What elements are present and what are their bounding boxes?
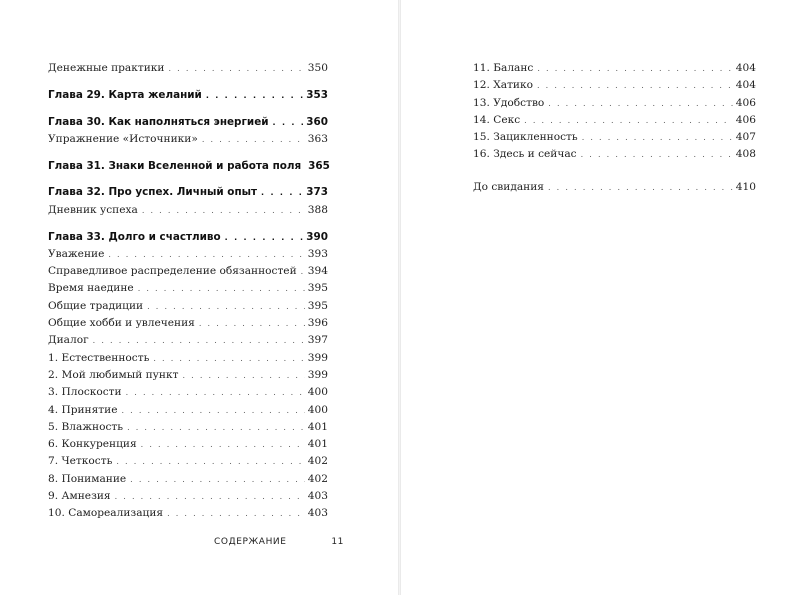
- table-of-contents-right: [473, 60, 756, 196]
- toc-entry-title: Общие традиции: [48, 299, 144, 312]
- toc-entry-page: 408: [735, 148, 756, 161]
- dot-leader: [168, 60, 304, 77]
- dot-leader: [122, 402, 305, 419]
- toc-entry-title: 14. Секс: [473, 113, 521, 126]
- toc-entry: [473, 77, 756, 94]
- toc-entry: [48, 332, 328, 349]
- dot-leader: [537, 77, 733, 94]
- toc-entry-page: 401: [307, 420, 328, 433]
- toc-entry-title: Уважение: [48, 247, 105, 260]
- dot-leader: [273, 114, 304, 131]
- dot-leader: [141, 436, 305, 453]
- toc-entry-title: 12. Хатико: [473, 79, 533, 92]
- toc-entry: [48, 488, 328, 505]
- toc-entry-title: Общие хобби и увлечения: [48, 317, 195, 330]
- toc-entry-title: Время наедине: [48, 282, 134, 295]
- toc-entry-page: 363: [307, 132, 328, 145]
- toc-entry: [48, 202, 328, 219]
- toc-entry-title: Глава 32. Про успех. Личный опыт: [48, 186, 258, 199]
- dot-leader: [261, 184, 303, 201]
- toc-entry-title: 2. Мой любимый пункт: [48, 368, 179, 381]
- toc-entry-title: Глава 30. Как наполняться энергией: [48, 115, 269, 128]
- toc-entry-page: 373: [306, 186, 328, 199]
- toc-entry-title: Упражнение «Источники»: [48, 132, 198, 145]
- toc-entry-page: 399: [307, 368, 328, 381]
- dot-leader: [202, 131, 305, 148]
- toc-entry-page: 401: [307, 438, 328, 451]
- toc-entry-page: 402: [307, 455, 328, 468]
- toc-entry-page: 395: [307, 282, 328, 295]
- toc-entry-page: 396: [307, 317, 328, 330]
- toc-entry-title: 10. Самореализация: [48, 507, 164, 520]
- dot-leader: [126, 384, 305, 401]
- toc-entry: [48, 131, 328, 148]
- toc-entry: [473, 60, 756, 77]
- dot-leader: [225, 229, 304, 246]
- toc-entry-title: 7. Четкость: [48, 455, 113, 468]
- toc-entry: [48, 505, 328, 522]
- toc-entry: [48, 453, 328, 470]
- toc-entry-title: 9. Амнезия: [48, 490, 111, 503]
- dot-leader: [130, 471, 305, 488]
- toc-entry: [48, 246, 328, 263]
- toc-entry-page: 397: [307, 334, 328, 347]
- toc-entry: [48, 350, 328, 367]
- toc-entry-title: 5. Влажность: [48, 420, 124, 433]
- toc-entry-title: 8. Понимание: [48, 472, 127, 485]
- toc-entry-page: 399: [307, 351, 328, 364]
- dot-leader: [142, 202, 305, 219]
- toc-entry-page: 402: [307, 472, 328, 485]
- dot-leader: [524, 112, 733, 129]
- toc-entry: [48, 298, 328, 315]
- toc-entry-page: 400: [307, 403, 328, 416]
- toc-entry-title: 15. Зацикленность: [473, 131, 578, 144]
- toc-entry-page: 394: [307, 265, 328, 278]
- dot-leader: [581, 146, 733, 163]
- left-page: [0, 0, 398, 595]
- page-footer: [214, 537, 344, 547]
- toc-entry-title: Глава 33. Долго и счастливо: [48, 230, 221, 243]
- toc-entry: [473, 112, 756, 129]
- toc-entry: [48, 384, 328, 401]
- toc-entry: [48, 471, 328, 488]
- toc-entry: [473, 129, 756, 146]
- dot-leader: [147, 298, 305, 315]
- toc-entry: [48, 315, 328, 332]
- dot-leader: [548, 179, 733, 196]
- toc-chapter-entry: [48, 184, 328, 201]
- toc-entry-title: 13. Удобство: [473, 96, 545, 109]
- right-page: [401, 0, 800, 595]
- toc-entry-title: 16. Здесь и сейчас: [473, 148, 577, 161]
- toc-entry-title: Диалог: [48, 334, 89, 347]
- toc-entry-page: 406: [735, 96, 756, 109]
- toc-chapter-entry: [48, 87, 328, 104]
- toc-entry: [48, 402, 328, 419]
- toc-entry: [48, 419, 328, 436]
- toc-entry-page: 400: [307, 386, 328, 399]
- toc-entry-title: Глава 29. Карта желаний: [48, 88, 202, 101]
- toc-entry-page: 360: [306, 115, 328, 128]
- dot-leader: [127, 419, 305, 436]
- toc-entry-page: 404: [735, 62, 756, 74]
- toc-entry: [48, 367, 328, 384]
- dot-leader: [116, 453, 304, 470]
- toc-chapter-entry: [48, 114, 328, 131]
- toc-entry: [48, 436, 328, 453]
- dot-leader: [138, 280, 305, 297]
- toc-entry: [48, 263, 328, 280]
- dot-leader: [182, 367, 304, 384]
- dot-leader: [115, 488, 305, 505]
- dot-leader: [582, 129, 733, 146]
- dot-leader: [199, 315, 305, 332]
- toc-entry-page: 406: [735, 113, 756, 126]
- dot-leader: [301, 263, 305, 280]
- dot-leader: [93, 332, 305, 349]
- toc-chapter-entry: [48, 229, 328, 246]
- toc-entry-title: Справедливое распределение обязанностей: [48, 265, 297, 278]
- toc-entry-page: 404: [735, 79, 756, 92]
- dot-leader: [108, 246, 304, 263]
- toc-entry-page: 407: [735, 131, 756, 144]
- toc-chapter-entry: [48, 158, 328, 175]
- toc-entry-page: 410: [735, 180, 756, 193]
- dot-leader: [206, 87, 303, 104]
- toc-entry-title: 1. Естественность: [48, 351, 150, 364]
- toc-entry-title: 6. Конкуренция: [48, 438, 137, 451]
- toc-entry-page: 393: [307, 247, 328, 260]
- toc-entry-page: 388: [307, 203, 328, 216]
- toc-entry: [473, 95, 756, 112]
- toc-entry-page: 403: [307, 507, 328, 520]
- toc-entry-page: 403: [307, 490, 328, 503]
- toc-entry-title: Глава 31. Знаки Вселенной и работа поля: [48, 159, 302, 172]
- dot-leader: [167, 505, 305, 522]
- toc-entry-title: 4. Принятие: [48, 403, 118, 416]
- toc-entry-page: 390: [306, 230, 328, 243]
- table-of-contents-left: [48, 60, 328, 523]
- toc-entry-title: 11. Баланс: [473, 62, 534, 74]
- toc-entry-page: 350: [307, 62, 328, 74]
- dot-leader: [548, 95, 732, 112]
- toc-entry-title: 3. Плоскости: [48, 386, 122, 399]
- running-header-label: СОДЕРЖАНИЕ: [214, 537, 287, 547]
- dot-leader: [153, 350, 304, 367]
- toc-entry-title: Денежные практики: [48, 62, 165, 74]
- page-number: 11: [331, 537, 344, 547]
- toc-entry-title: До свидания: [473, 180, 544, 193]
- dot-leader: [537, 60, 732, 77]
- toc-entry-page: 365: [308, 159, 330, 172]
- toc-entry: [48, 60, 328, 77]
- toc-entry-title: Дневник успеха: [48, 203, 138, 216]
- toc-entry: [473, 146, 756, 163]
- toc-entry-page: 353: [306, 88, 328, 101]
- toc-entry-page: 395: [307, 299, 328, 312]
- toc-entry: [473, 179, 756, 196]
- toc-entry: [48, 280, 328, 297]
